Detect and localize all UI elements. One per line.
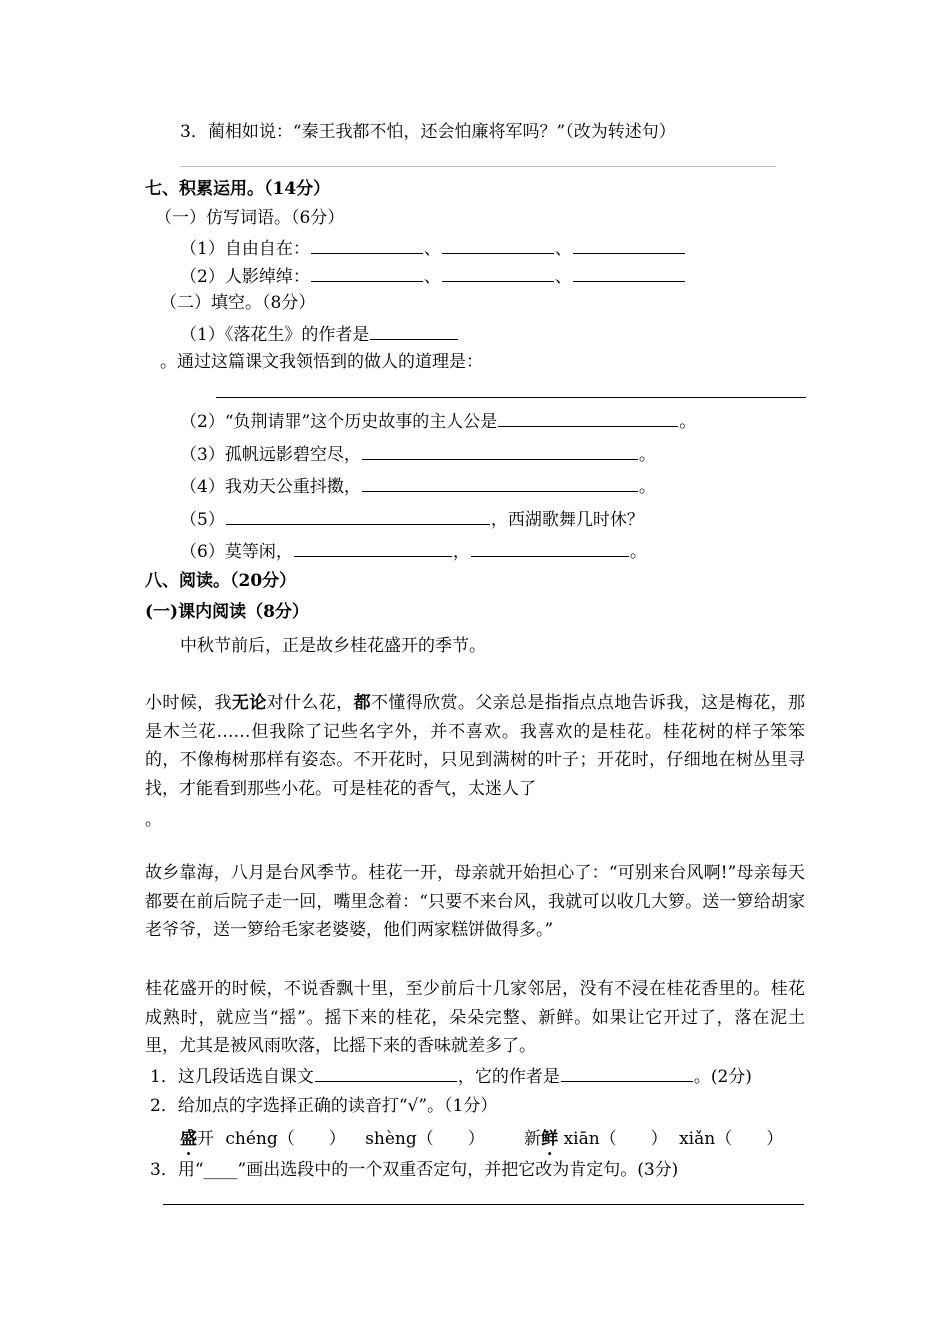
fill-item-4 — [180, 474, 656, 498]
p1-emph-wulun: 无论 — [231, 693, 267, 713]
answer-line-q3[interactable] — [180, 166, 776, 167]
option-xian1[interactable]: xiān（ ） — [563, 1129, 668, 1149]
fill-item-6-label: （6）莫等闲， — [180, 542, 293, 562]
period: 。 — [629, 542, 647, 562]
blank-poem-5[interactable] — [226, 507, 490, 525]
period: 。 — [638, 445, 656, 465]
rq1-tail: 。(2分) — [693, 1067, 752, 1087]
separator: 、 — [423, 239, 441, 259]
blank-poem-6b[interactable] — [471, 539, 629, 557]
option-sheng[interactable]: shèng（ ） — [365, 1129, 485, 1149]
p1-emph-dou: 都 — [353, 693, 371, 713]
blank-2-2[interactable] — [442, 264, 554, 282]
section-8-title: 八、阅读。（20分） — [145, 571, 297, 591]
blank-1-2[interactable] — [442, 236, 554, 254]
part-2-title: （二）填空。（8分） — [160, 293, 316, 313]
fill-item-1 — [180, 322, 459, 346]
imitate-item-1-label: （1）自由自在： — [180, 239, 310, 259]
blank-poem-3[interactable] — [362, 442, 638, 460]
dotted-char-xian: 鲜 — [541, 1129, 559, 1149]
fill-item-5-label: （5） — [180, 510, 225, 530]
fill-item-1-label: （1）《落花生》的作者是 — [180, 325, 370, 345]
comma: ， — [452, 542, 470, 562]
fill-item-4-label: （4）我劝天公重抖擞， — [180, 477, 361, 497]
fill-item-6 — [180, 539, 647, 563]
section-7-title: 七、积累运用。（14分） — [145, 179, 331, 199]
blank-1-3[interactable] — [573, 236, 685, 254]
option-cheng[interactable]: chéng（ ） — [225, 1129, 346, 1149]
option-xian3[interactable]: xiǎn（ ） — [679, 1129, 784, 1149]
reading-paragraph-3: 桂花盛开的时候，不说香飘十里，至少前后十几家邻居，没有不浸在桂花香里的。桂花成熟时，就应当“摇”。摇下来的桂花，朵朵完整、新鲜。如果让它开过了，落在泥土里，尤其是被风雨吹落，比摇下来的香味就差多了。 — [145, 979, 805, 1056]
fill-item-2-label: （2）“负荆请罪”这个历史故事的主人公是 — [180, 412, 498, 432]
fill-item-5-tail: ，西湖歌舞几时休？ — [490, 510, 644, 530]
blank-lesson-author[interactable] — [561, 1064, 693, 1082]
blank-protagonist[interactable] — [498, 409, 678, 427]
pronunciation-options — [180, 1128, 783, 1150]
separator: 、 — [554, 267, 572, 287]
part-1-title: （一）仿写词语。（6分） — [155, 208, 345, 228]
blank-1-1[interactable] — [311, 236, 423, 254]
reading-paragraph-2: 故乡靠海，八月是台风季节。桂花一开，母亲就开始担心了：“可别来台风啊!”母亲每天都要在前后院子走一回，嘴里念着：“只要不来台风，我就可以收几大箩。送一箩给胡家老爷爷，送一箩给毛家老婆婆，他们两家糕饼做得多。” — [145, 863, 805, 940]
p1-text-a: 小时候，我 — [145, 693, 232, 713]
blank-2-1[interactable] — [311, 264, 423, 282]
rq1-mid: ，它的作者是 — [457, 1067, 560, 1087]
blank-poem-6a[interactable] — [294, 539, 452, 557]
blank-author[interactable] — [370, 322, 458, 340]
separator: 、 — [554, 239, 572, 259]
fill-item-5 — [180, 507, 644, 531]
blank-poem-4[interactable] — [362, 474, 638, 492]
reading-question-3: 3．用“____”画出选段中的一个双重否定句，并把它改为肯定句。(3分) — [150, 1160, 679, 1180]
blank-lesson-title[interactable] — [315, 1064, 457, 1082]
separator: 、 — [423, 267, 441, 287]
p1-end-mark: 。 — [145, 810, 162, 830]
imitate-item-1 — [180, 236, 686, 260]
question-3-text: 3．蔺相如说：“秦王我都不怕，还会怕廉将军吗？”（改为转述句） — [180, 122, 676, 142]
imitate-item-2 — [180, 264, 686, 288]
reading-paragraph-1 — [145, 689, 805, 803]
reading-subtitle: (一)课内阅读（8分） — [145, 602, 309, 622]
answer-line-principle[interactable] — [216, 397, 806, 398]
reading-question-1 — [150, 1064, 752, 1088]
period: 。 — [638, 477, 656, 497]
fill-item-2 — [180, 409, 696, 433]
word-part: 开 — [197, 1129, 214, 1149]
blank-2-3[interactable] — [573, 264, 685, 282]
reading-question-2: 2．给加点的字选择正确的读音打“√”。（1分） — [150, 1096, 498, 1116]
fill-item-3 — [180, 442, 656, 466]
rq1-label: 1．这几段话选自课文 — [150, 1067, 314, 1087]
fill-item-1-continued: 。通过这篇课文我领悟到的做人的道理是： — [160, 352, 483, 372]
p1-text-e: 不懂得欣赏。父亲总是指指点点地告诉我，这是梅花，那是木兰花……但我除了记些名字外，并不喜欢。我喜欢的是桂花。桂花树的样子笨笨的，不像梅树那样有姿态。不开花时，只见到满树的叶子；开花时，仔细地在树丛里寻找，才能看到那些小花。可是桂花的香气，太迷人了 — [145, 693, 806, 799]
dotted-char-sheng: 盛 — [180, 1129, 197, 1149]
fill-item-3-label: （3）孤帆远影碧空尽， — [180, 445, 361, 465]
reading-paragraph-0: 中秋节前后，正是故乡桂花盛开的季节。 — [180, 636, 486, 656]
imitate-item-2-label: （2）人影绰绰： — [180, 267, 310, 287]
word-part: 新 — [524, 1129, 542, 1149]
period: 。 — [679, 412, 697, 432]
answer-line-rq3[interactable] — [163, 1204, 804, 1205]
p1-text-c: 对什么花， — [266, 693, 354, 713]
